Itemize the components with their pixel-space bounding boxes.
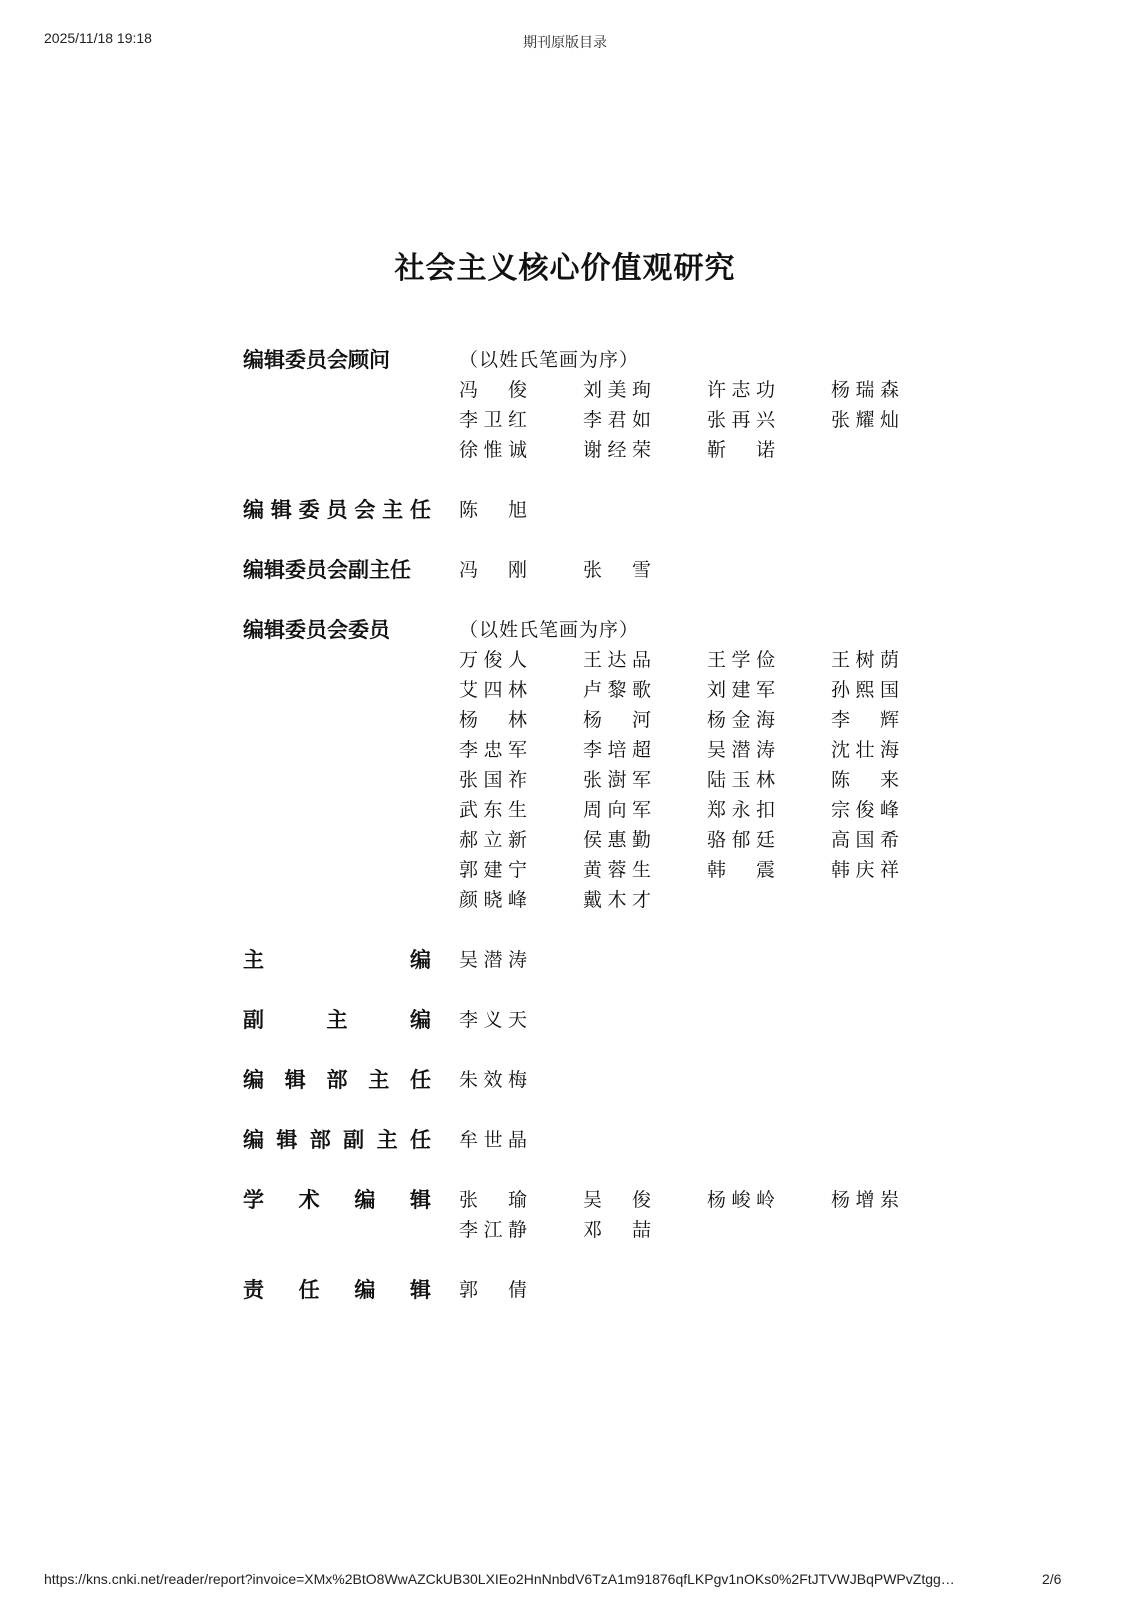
- names-area: [459, 1185, 963, 1245]
- person-name: 艾 四 林: [459, 679, 527, 701]
- person-name: 卢 黎 歌: [583, 679, 651, 701]
- name-list: [459, 1125, 963, 1155]
- person-name: 李 江 静: [459, 1219, 527, 1241]
- person-name: 张 再 兴: [707, 409, 775, 431]
- ordering-note: （以姓氏笔画为序）: [459, 619, 640, 641]
- print-datetime: 2025/11/18 19:18: [44, 30, 152, 46]
- name-list: [459, 375, 963, 465]
- person-name: 张 瑜: [459, 1189, 527, 1211]
- name-list: [459, 495, 963, 525]
- masthead-section: [243, 495, 963, 525]
- person-name: 侯 惠 勤: [583, 829, 651, 851]
- person-name: 牟 世 晶: [459, 1129, 527, 1151]
- person-name: 武 东 生: [459, 799, 527, 821]
- person-name: 李 辉: [831, 709, 899, 731]
- person-name: 陈 来: [831, 769, 899, 791]
- role-label: 责 任 编 辑: [243, 1278, 431, 1302]
- person-name: 张 澍 军: [583, 769, 651, 791]
- role-label: 编 辑 部 副 主 任: [243, 1128, 431, 1152]
- masthead-section: [243, 1125, 963, 1155]
- name-list: [459, 1185, 963, 1245]
- person-name: 李 卫 红: [459, 409, 527, 431]
- person-name: 王 达 品: [583, 649, 651, 671]
- person-name: 李 忠 军: [459, 739, 527, 761]
- person-name: 杨 金 海: [707, 709, 775, 731]
- page-number: 2/6: [1042, 1571, 1062, 1587]
- person-name: 冯 俊: [459, 379, 527, 401]
- role-label: 主 编: [243, 948, 431, 972]
- person-name: 郝 立 新: [459, 829, 527, 851]
- person-name: 万 俊 人: [459, 649, 527, 671]
- person-name: 冯 刚: [459, 559, 527, 581]
- person-name: 吴 潜 涛: [459, 949, 527, 971]
- person-name: 谢 经 荣: [583, 439, 651, 461]
- person-name: 陆 玉 林: [707, 769, 775, 791]
- name-list: [459, 1275, 963, 1305]
- person-name: 周 向 军: [583, 799, 651, 821]
- masthead-section: [243, 945, 963, 975]
- person-name: 许 志 功: [707, 379, 775, 401]
- person-name: 宗 俊 峰: [831, 799, 899, 821]
- name-list: [459, 645, 963, 915]
- masthead-section: [243, 1275, 963, 1305]
- person-name: 杨 增 岽: [831, 1189, 899, 1211]
- role-label: 编辑委员会顾问: [243, 348, 390, 372]
- role-label: 副 主 编: [243, 1008, 431, 1032]
- person-name: 陈 旭: [459, 499, 527, 521]
- person-name: 张 耀 灿: [831, 409, 899, 431]
- masthead-section: [243, 615, 963, 915]
- role-label: 编 辑 部 主 任: [243, 1068, 431, 1092]
- person-name: 徐 惟 诚: [459, 439, 527, 461]
- role-label: 学 术 编 辑: [243, 1188, 431, 1212]
- person-name: 朱 效 梅: [459, 1069, 527, 1091]
- masthead-section: [243, 1065, 963, 1095]
- person-name: 韩 庆 祥: [831, 859, 899, 881]
- masthead-section: [243, 555, 963, 585]
- person-name: 吴 潜 涛: [707, 739, 775, 761]
- editorial-masthead: [243, 345, 963, 1335]
- name-list: [459, 1005, 963, 1035]
- person-name: 孙 熙 国: [831, 679, 899, 701]
- names-area: [459, 1005, 963, 1035]
- person-name: 张 雪: [583, 559, 651, 581]
- person-name: 杨 瑞 森: [831, 379, 899, 401]
- person-name: 靳 诺: [707, 439, 775, 461]
- person-name: 张 国 祚: [459, 769, 527, 791]
- name-list: [459, 1065, 963, 1095]
- person-name: 杨 河: [583, 709, 651, 731]
- name-list: [459, 555, 963, 585]
- masthead-section: [243, 345, 963, 465]
- person-name: 郭 倩: [459, 1279, 527, 1301]
- person-name: 郑 永 扣: [707, 799, 775, 821]
- person-name: 杨 峻 岭: [707, 1189, 775, 1211]
- person-name: 韩 震: [707, 859, 775, 881]
- person-name: 刘 建 军: [707, 679, 775, 701]
- person-name: 吴 俊: [583, 1189, 651, 1211]
- journal-title: 社会主义核心价值观研究: [394, 251, 736, 286]
- names-area: [459, 345, 963, 465]
- person-name: 杨 林: [459, 709, 527, 731]
- person-name: 王 学 俭: [707, 649, 775, 671]
- person-name: 黄 蓉 生: [583, 859, 651, 881]
- person-name: 王 树 荫: [831, 649, 899, 671]
- footer-url: https://kns.cnki.net/reader/report?invoice=XMx%2BtO8WwAZCkUB30LXIEo2HnNnbdV6TzA1m91876qfLKPgv1nOKs0%2FtJTVWJBqPWPvZtgg…: [44, 1571, 955, 1587]
- person-name: 邓 喆: [583, 1219, 651, 1241]
- role-label: 编辑委员会副主任: [243, 558, 411, 582]
- ordering-note: （以姓氏笔画为序）: [459, 349, 640, 371]
- person-name: 李 培 超: [583, 739, 651, 761]
- person-name: 颜 晓 峰: [459, 889, 527, 911]
- person-name: 戴 木 才: [583, 889, 651, 911]
- person-name: 高 国 希: [831, 829, 899, 851]
- names-area: [459, 1275, 963, 1305]
- names-area: [459, 945, 963, 975]
- names-area: [459, 495, 963, 525]
- person-name: 刘 美 珣: [583, 379, 651, 401]
- person-name: 李 君 如: [583, 409, 651, 431]
- masthead-section: [243, 1185, 963, 1245]
- role-label: 编 辑 委 员 会 主 任: [243, 498, 431, 522]
- person-name: 郭 建 宁: [459, 859, 527, 881]
- name-list: [459, 945, 963, 975]
- names-area: [459, 615, 963, 915]
- person-name: 李 义 天: [459, 1009, 527, 1031]
- person-name: 沈 壮 海: [831, 739, 899, 761]
- names-area: [459, 555, 963, 585]
- role-label: 编辑委员会委员: [243, 618, 390, 642]
- masthead-section: [243, 1005, 963, 1035]
- names-area: [459, 1065, 963, 1095]
- names-area: [459, 1125, 963, 1155]
- print-header-title: 期刊原版目录: [523, 34, 607, 50]
- person-name: 骆 郁 廷: [707, 829, 775, 851]
